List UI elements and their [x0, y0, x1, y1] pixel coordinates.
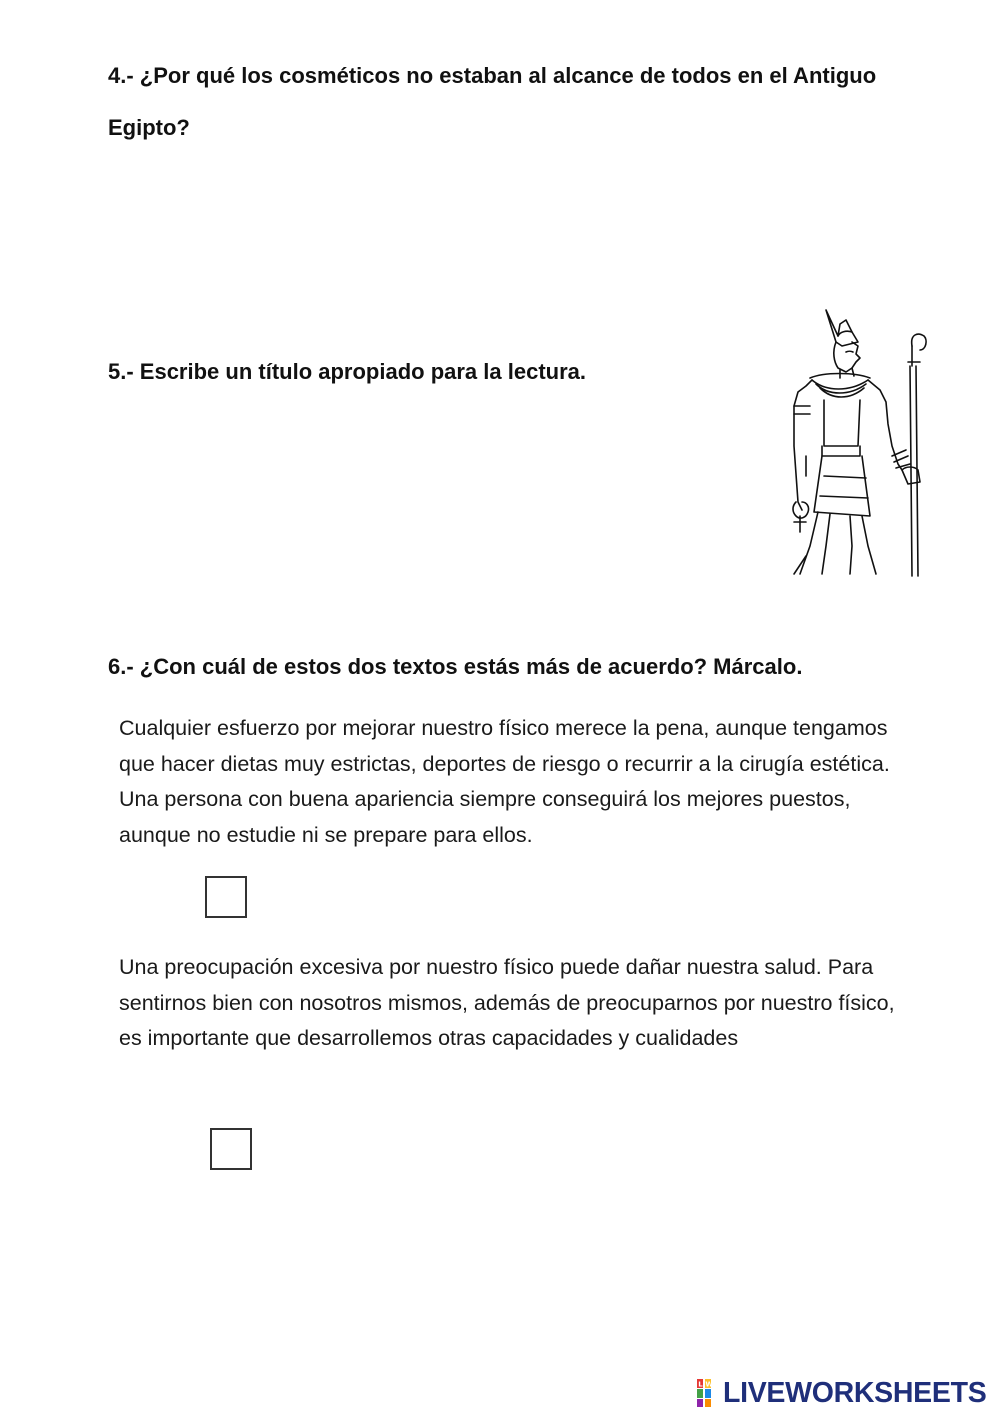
svg-text:L: L — [698, 1380, 703, 1389]
question-6: 6.- ¿Con cuál de estos dos textos estás más de acuerdo? Márcalo. — [108, 654, 803, 679]
option-2-text: Una preocupación excesiva por nuestro físico puede dañar nuestra salud. Para sentirnos bien con nosotros mismos, además de preocuparnos por nuestro físico, es importante que desarrollemos otras capacidades y cualidades — [119, 955, 895, 1050]
pharaoh-illustration — [780, 306, 930, 578]
question-4: 4.- ¿Por qué los cosméticos no estaban al alcance de todos en el Antiguo Egipto? — [108, 63, 877, 140]
question-5: 5.- Escribe un título apropiado para la lectura. — [108, 359, 586, 384]
liveworksheets-mark-icon — [696, 1378, 720, 1408]
liveworksheets-logo-text: LIVEWORKSHEETS — [723, 1377, 987, 1409]
svg-text:W: W — [705, 1380, 714, 1389]
option-2-checkbox[interactable] — [210, 1128, 252, 1170]
option-1-text: Cualquier esfuerzo por mejorar nuestro físico merece la pena, aunque tengamos que hacer dietas muy estrictas, deportes de riesgo o recurrir a la cirugía estética. Una persona con buena apariencia siempre conseguirá los mejores puestos, aunque no estudie ni se prepare para ellos. — [119, 716, 890, 847]
liveworksheets-logo — [696, 1377, 986, 1409]
option-1-checkbox[interactable] — [205, 876, 247, 918]
